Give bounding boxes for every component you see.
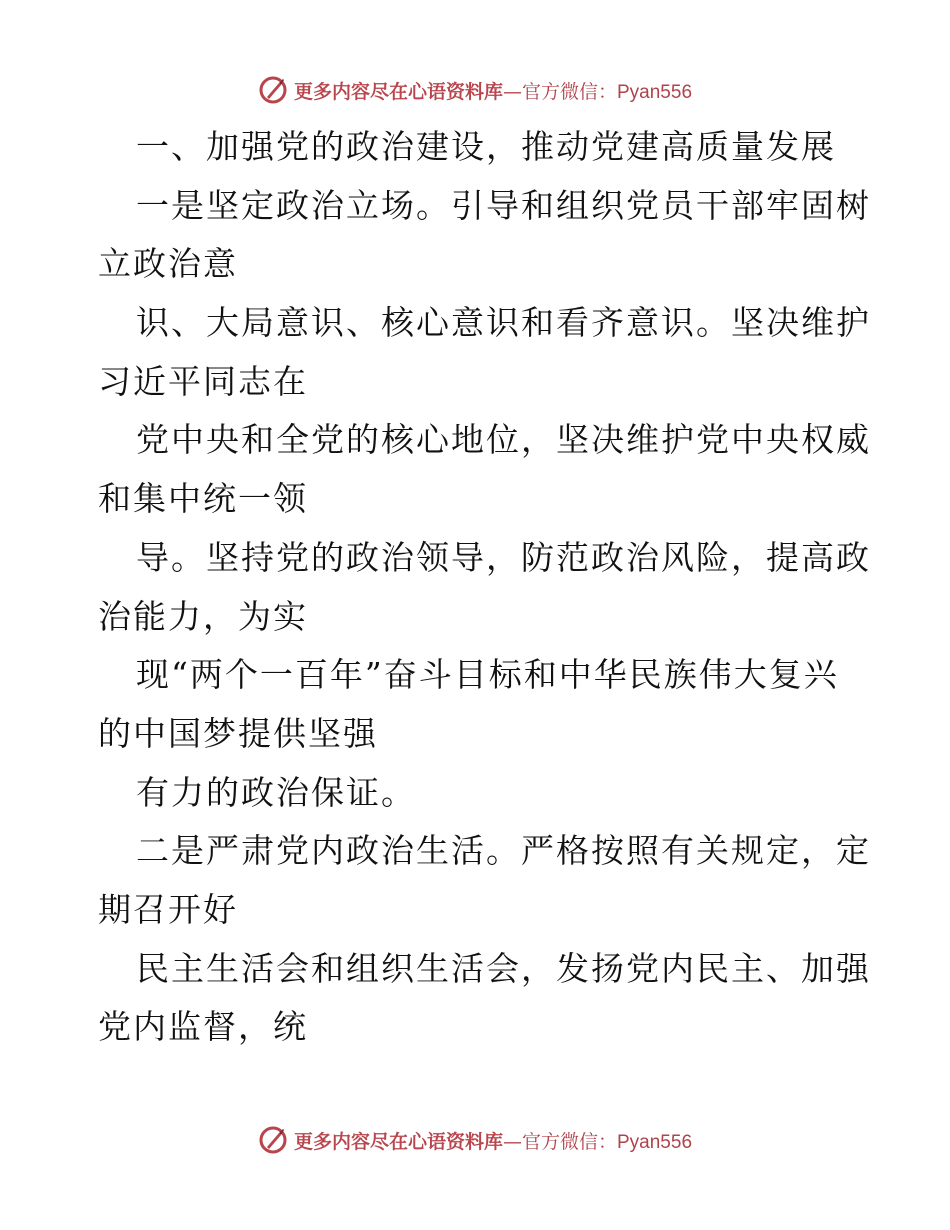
paragraph-line: 识、大局意识、核心意识和看齐意识。坚决维护 — [136, 303, 871, 343]
banner-dash: — — [502, 80, 522, 103]
paragraph-line: 的中国梦提供坚强 — [98, 713, 378, 753]
paragraph-line: 治能力，为实 — [98, 596, 308, 636]
banner-wechat-label: 官方微信： — [521, 80, 617, 103]
footer-banner-text — [294, 1127, 692, 1154]
paragraph-line: 党内监督，统 — [98, 1007, 308, 1047]
banner-wechat-label: 官方微信： — [521, 1130, 617, 1153]
paragraph-line: 二是严肃党内政治生活。严格按照有关规定，定 — [136, 831, 871, 871]
paragraph-line: 立政治意 — [98, 244, 238, 284]
paragraph-line: 现“两个一百年”奋斗目标和中华民族伟大复兴 — [136, 655, 839, 695]
paragraph-line: 期召开好 — [98, 889, 238, 929]
paragraph-line: 习近平同志在 — [98, 361, 308, 401]
banner-wechat-id: Pyan556 — [617, 1131, 693, 1153]
banner-dash: — — [502, 1130, 522, 1153]
paragraph-line: 党中央和全党的核心地位，坚决维护党中央权威 — [136, 420, 871, 460]
banner-brand: 更多内容尽在心语资料库 — [293, 80, 503, 103]
header-banner — [0, 70, 950, 110]
quill-pen-logo-icon — [258, 75, 288, 105]
footer-banner — [0, 1120, 950, 1160]
quill-pen-logo-icon — [258, 1125, 288, 1155]
paragraph-line: 有力的政治保证。 — [136, 772, 416, 812]
banner-wechat-id: Pyan556 — [617, 81, 693, 103]
paragraph-line: 和集中统一领 — [98, 479, 308, 519]
paragraph-line: 导。坚持党的政治领导，防范政治风险，提高政 — [136, 537, 871, 577]
banner-brand: 更多内容尽在心语资料库 — [293, 1130, 503, 1153]
section-heading: 一、加强党的政治建设，推动党建高质量发展 — [136, 127, 836, 166]
paragraph-line: 民主生活会和组织生活会，发扬党内民主、加强 — [136, 948, 871, 988]
paragraph-line: 一是坚定政治立场。引导和组织党员干部牢固树 — [136, 185, 871, 225]
document-body — [98, 118, 871, 1057]
header-banner-text — [294, 77, 692, 104]
